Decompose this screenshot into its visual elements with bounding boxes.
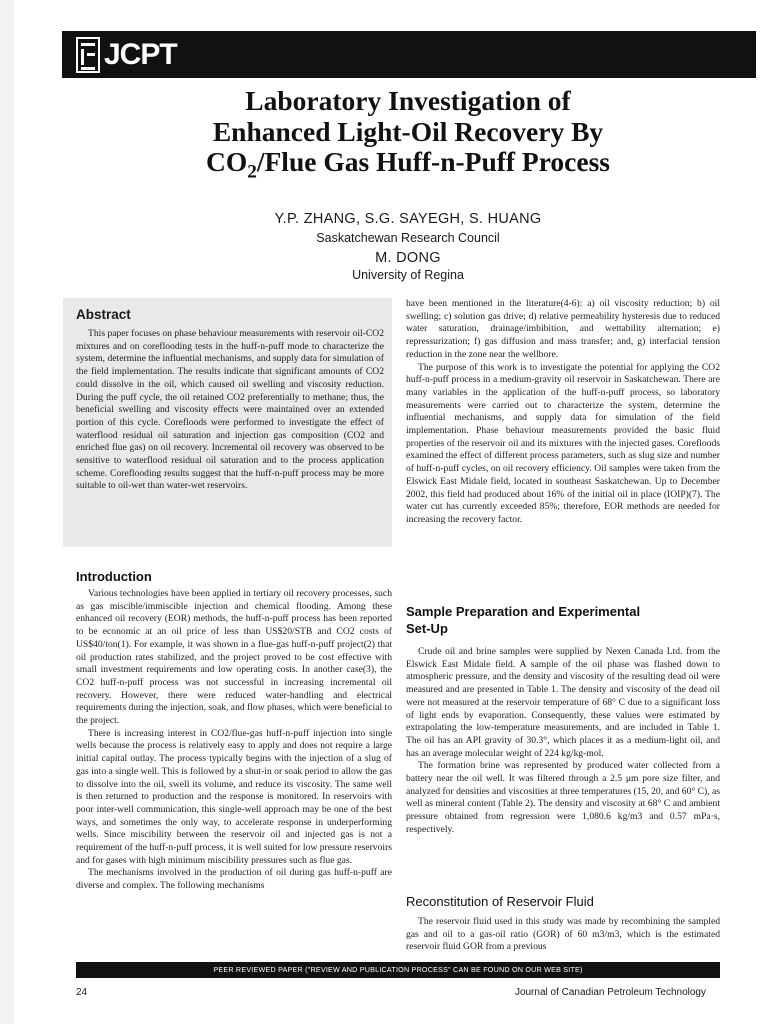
article-title bbox=[54, 85, 762, 183]
title-line-3: $CO_2$/Flue Gas Huff-n-Puff Process bbox=[205, 146, 610, 183]
abstract-body bbox=[76, 328, 384, 493]
title-line-2: Enhanced Light-Oil Recovery By bbox=[212, 115, 604, 147]
sample-preparation-heading: Sample Preparation and Experimental Set-Up bbox=[406, 604, 641, 636]
author-names-1: Y.P. ZHANG, S.G. SAYEGH, S. HUANG bbox=[274, 211, 542, 227]
right-column-top bbox=[406, 298, 720, 527]
reconstitution-body bbox=[406, 916, 720, 954]
right-paragraph-2: The purpose of this work is to investigate the potential for applying the CO2 huff-n-puff process in a medium-gravity oil reservoir in Saskatchewan. There are many variables in the application of the huff-n-puff process, so laboratory measurements were carried out to characterize the system, determine the influential mechanisms, and supply data for simulation of the field implementation. Phase behaviour measurements provided the basic fluid properties of the reservoir oil and its mixtures with the injected gases. Corefloods examined the effect of different process parameters, such as slug size and number of huff-n-puff cycles, on oil recovery efficiency. Oil samples were taken from the Elswick East Midale field, located in southeast Saskatchewan. Up to December 2002, this field had produced about 16% of the initial oil in place (IOIP)(7). The water cut has currently exceeded 85%; therefore, EOR methods are needed for increasing the recovery factor. bbox=[406, 361, 720, 525]
sample-preparation-body bbox=[406, 646, 720, 837]
abstract-heading: Abstract bbox=[76, 307, 131, 322]
journal-logo bbox=[76, 35, 177, 74]
peer-review-banner: PEER REVIEWED PAPER ("REVIEW AND PUBLICATION PROCESS" CAN BE FOUND ON OUR WEB SITE) bbox=[76, 962, 720, 978]
page bbox=[14, 0, 768, 1024]
intro-paragraph-1: Various technologies have been applied in tertiary oil recovery processes, such as gas miscible/immiscible injection and chemical flooding. Among these enhanced oil recovery (EOR) methods, the huff-n-puff process has been reported to be economic at an oil price of less than US$20/STB and CO2 costs of US$40/ton(1). For example, it was shown in a flue-gas huff-n-puff project(2) that oil production rates stabilized, and the project proved to be cost effective with small investment requirements and low operating costs. In another case(3), the CO2 huff-n-puff process was not successful in increasing incremental oil recovery. However, there were reduced water-handling and electrical requirements during the injection, soak, and flow phases, which were beneficial to the project. bbox=[76, 588, 392, 727]
introduction-body bbox=[76, 588, 392, 893]
right-paragraph-3: Crude oil and brine samples were supplied by Nexen Canada Ltd. from the Elswick East Midale field. A sample of the oil phase was flashed down to atmospheric pressure, and the density and viscosity of the resulting dead oil were measured and are presented in Table 1. The density and viscosity of the dead oil were not measured at the reservoir temperature of 68° C due to a significant loss of light ends by evaporation. Consequently, these values were estimated by extrapolating the low-temperature measurements, and are included in Table 1. The oil has an API gravity of 30.3°, which places it as a medium-light oil, and has an average molecular weight of 224 kg/kg-mol. bbox=[406, 646, 720, 759]
right-paragraph-4: The formation brine was represented by produced water collected from a battery near the oil well. It was filtered through a 2.5 μm pore size filter, and analyzed for densities and viscosities at three temperatures (15, 20, and 60° C), as well as mineral content (Table 2). The density and viscosity at 68° C and ambient pressure obtained from regression were 1,080.6 kg/m3 and 0.57 mPa·s, respectively. bbox=[406, 760, 720, 835]
logo-text: JCPT bbox=[104, 37, 177, 71]
right-paragraph-1: have been mentioned in the literature(4-6): a) oil viscosity reduction; b) oil swelling; c) solution gas drive; d) relative permeability hysteresis due to reduced water saturation, drainage/imbibition, and wettability alternation; e) repressurization; f) gas diffusion and mass transfer; and, g) interfacial tension reduction in the zone near the wellbore. bbox=[406, 298, 720, 360]
author-names-2: M. DONG bbox=[375, 250, 441, 266]
affiliation-1: Saskatchewan Research Council bbox=[316, 231, 500, 245]
abstract-text: This paper focuses on phase behaviour measurements with reservoir oil-CO2 mixtures and on coreflooding tests in the huff-n-puff mode to characterize the system, determine the influential mechanisms, and supply data for simulation of the field implementation. The results indicate that significant amounts of CO2 could dissolve in the oil, which caused oil swelling and viscosity reduction. During the puff cycle, the oil retained CO2 preferentially to methane; thus, the beneficial swelling and viscosity effects were maintained over an extended portion of this cycle. Corefloods were performed to investigate the effect of waterflood residual oil saturation and injection gas composition (CO2 and enriched flue gas) on oil recovery. Incremental oil recovery was observed to be sensitive to waterflood residual oil saturation and to the process application scheme. Coreflooding results suggest that the huff-n-puff process may be more suitable to oil-wet than water-wet reservoirs. bbox=[76, 328, 384, 492]
logo-emblem-icon bbox=[76, 37, 100, 73]
page-number: 24 bbox=[76, 987, 88, 998]
intro-paragraph-3: The mechanisms involved in the production of oil during gas huff-n-puff are diverse and complex. The following mechanisms bbox=[76, 867, 392, 892]
title-line-1: Laboratory Investigation of bbox=[245, 85, 571, 116]
reconstitution-heading: Reconstitution of Reservoir Fluid bbox=[406, 894, 594, 909]
journal-name: Journal of Canadian Petroleum Technology bbox=[514, 987, 706, 998]
affiliation-2: University of Regina bbox=[352, 268, 464, 282]
introduction-heading: Introduction bbox=[76, 569, 152, 584]
abstract-box bbox=[63, 298, 392, 547]
intro-paragraph-2: There is increasing interest in CO2/flue-gas huff-n-puff injection into single wells because the process is relatively easy to apply and does not require a large initial capital outlay. The process typically begins with the injection of a slug of gas into a single well. This is followed by a shut-in or soak period to allow the gas to dissolve into the oil, swell its volume, and reduce its viscosity. The same well is then returned to production and the response is monitored. In reservoirs with poor inter-well communication, this single-well approach may be one of the best ways, and sometimes the only way, to accelerate response in underperforming wells. Since miscibility between the reservoir oil and injected gas is not a requirement of the huff-n-puff process, it is well suited for low pressure reservoirs and for gases with high minimum miscibility pressures such as flue gas. bbox=[76, 727, 392, 866]
right-paragraph-5: The reservoir fluid used in this study was made by recombining the sampled gas and oil to a gas-oil ratio (GOR) of 60 m3/m3, which is the estimated reservoir fluid GOR from a previous bbox=[406, 916, 720, 953]
journal-header-bar bbox=[62, 31, 756, 78]
